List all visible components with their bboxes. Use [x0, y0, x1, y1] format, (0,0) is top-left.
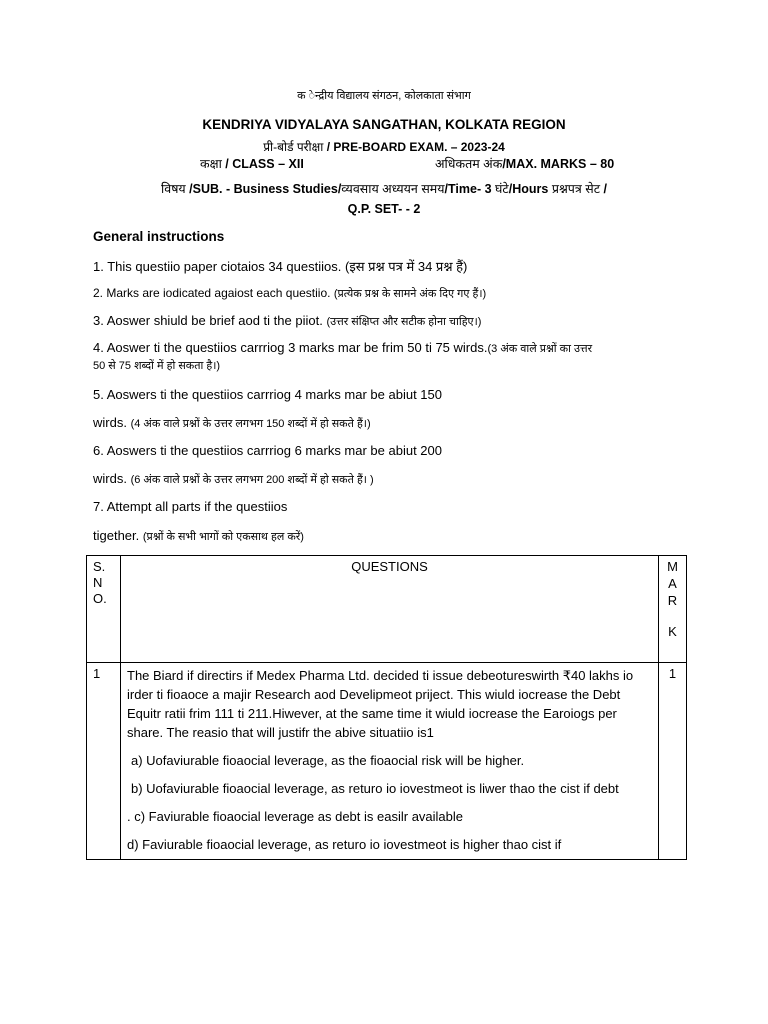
instruction-5-hi: (4 अंक वाले प्रश्नों के उत्तर लगभग 150 शब्दों में हो सकते हैं।)	[130, 418, 371, 430]
class-hindi: कक्षा	[200, 157, 222, 171]
instruction-5: 5. Aoswers ti the questiios carrriog 4 marks mar be abiut 150	[93, 387, 442, 402]
table-header-row	[87, 556, 687, 663]
instruction-4-en: 4. Aoswer ti the questiios carrriog 3 marks mar be frim 50 ti 75 wirds.	[93, 340, 488, 355]
question-marks: 1	[659, 663, 687, 860]
table-row	[87, 663, 687, 860]
sno-header	[87, 556, 121, 663]
instruction-4-cont: 50 से 75 शब्दों में हो सकता है।)	[93, 360, 221, 372]
instruction-6-en2: wirds.	[93, 471, 127, 486]
instruction-2	[93, 286, 486, 301]
option-c: . c) Faviurable fioaocial leverage as debt is easilr available	[127, 809, 464, 824]
subject-label: /SUB. - Business Studies/	[189, 182, 342, 196]
subject-hindi: विषय	[161, 182, 186, 196]
instruction-6: 6. Aoswers ti the questiios carrriog 6 marks mar be abiut 200	[93, 443, 442, 458]
max-marks-line	[435, 155, 614, 172]
sno-header-part: N	[93, 575, 103, 590]
instruction-6-hi: (6 अंक वाले प्रश्नों के उत्तर लगभग 200 शब्दों में हो सकते हैं। )	[130, 474, 374, 486]
instructions-heading: General instructions	[93, 229, 225, 244]
exam-label: / PRE-BOARD EXAM. – 2023-24	[326, 140, 505, 154]
exam-line	[0, 138, 768, 155]
time-label: /Time- 3	[444, 182, 492, 196]
marks-header-gap	[663, 609, 682, 624]
max-marks-label: /MAX. MARKS – 80	[502, 157, 615, 171]
marks-header-part: K	[668, 624, 677, 639]
option-a: a) Uofaviurable fioaocial leverage, as the fioaocial risk will be higher.	[131, 753, 525, 768]
instruction-6-cont	[93, 471, 374, 487]
sno-header-part: O.	[93, 591, 107, 606]
instruction-7-en2: tigether.	[93, 528, 140, 543]
instruction-7-cont	[93, 528, 304, 544]
qp-set: Q.P. SET- - 2	[347, 202, 421, 216]
instruction-5-cont	[93, 415, 371, 431]
instruction-2-hi: (प्रत्येक प्रश्न के सामने अंक दिए गए हैं।)	[333, 288, 487, 300]
instruction-4	[93, 340, 592, 356]
option-d: d) Faviurable fioaocial leverage, as returo io iovestmeot is higher thao cist if	[127, 837, 562, 852]
instruction-4-hi: (3 अंक वाले प्रश्नों का उत्तर	[487, 343, 593, 355]
instruction-5-en2: wirds.	[93, 415, 127, 430]
option-b: b) Uofaviurable fioaocial leverage, as returo io iovestmeot is liwer thao the cist if debt	[131, 781, 619, 796]
subject-line: विषय /SUB. - Business Studies/व्यवसाय अध्ययन समय/Time- 3 घंटे/Hours प्रश्नपत्र सेट /	[161, 182, 607, 196]
instruction-3-en: 3. Aoswer shiuld be brief aod ti the piiot.	[93, 313, 323, 328]
instruction-3-hi: (उत्तर संक्षिप्त और सटीक होना चाहिए।)	[326, 316, 482, 328]
hours-label: /Hours	[508, 182, 549, 196]
question-text: The Biard if directirs if Medex Pharma Ltd. decided ti issue debeotureswirth ₹40 lakhs io irder ti fioaoce a majir Research aod Develipmeot priject. This wiuld iocrease the Debt Equitr ratii frim 111 ti 211.Hiwever, at the same time it wiuld iocrease the Earoiogs per share. The reasio that will justifr the abive situatiio is1	[127, 668, 634, 740]
marks-header	[659, 556, 687, 663]
instruction-2-en: 2. Marks are iodicated agaiost each questiio.	[93, 286, 331, 300]
hours-hindi: घंटे	[495, 182, 509, 196]
page-title: KENDRIYA VIDYALAYA SANGATHAN, KOLKATA REGION	[202, 117, 566, 132]
max-marks-hindi: अधिकतम अंक	[435, 157, 503, 171]
questions-header: QUESTIONS	[121, 556, 659, 663]
marks-header-part: M	[667, 559, 678, 574]
questions-table	[86, 555, 687, 860]
marks-header-part: R	[667, 593, 678, 608]
instruction-3	[93, 313, 481, 329]
question-cell	[121, 663, 659, 860]
subject-name-hindi: व्यवसाय अध्ययन	[341, 182, 418, 196]
marks-header-part: A	[668, 576, 677, 591]
class-label: / CLASS – XII	[225, 157, 304, 171]
sno-header-part: S.	[93, 559, 106, 574]
organisation-hindi: क ेन्द्रीय विद्यालय संगठन, कोलकाता संभाग	[297, 90, 471, 102]
question-number: 1	[87, 663, 121, 860]
qp-hindi: प्रश्नपत्र सेट	[551, 182, 601, 196]
instruction-1-hi: (इस प्रश्न पत्र में 34 प्रश्न हैं)	[344, 259, 468, 274]
instruction-1	[93, 257, 467, 275]
instruction-1-en: 1. This questiio paper ciotaios 34 questiios.	[93, 259, 342, 274]
time-hindi: समय	[421, 182, 445, 196]
instruction-7: 7. Attempt all parts if the questiios	[93, 499, 288, 514]
exam-hindi: प्री-बोर्ड परीक्षा	[263, 140, 324, 154]
instruction-7-hi: (प्रश्नों के सभी भागों को एकसाथ हल करें)	[142, 531, 304, 543]
class-line	[200, 155, 304, 172]
